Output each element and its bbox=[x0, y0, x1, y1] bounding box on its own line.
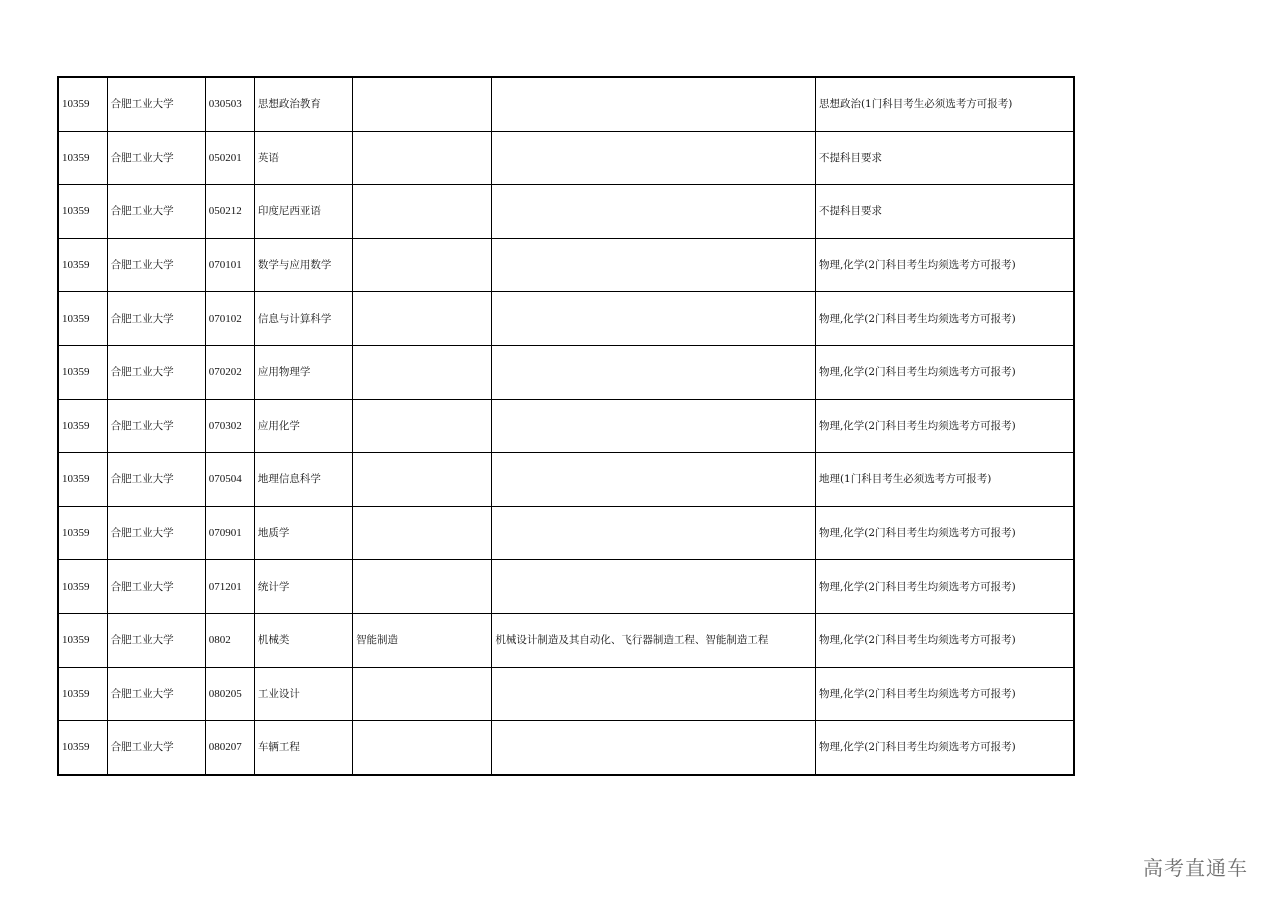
included-majors-cell bbox=[492, 238, 816, 292]
requirement-cell: 物理,化学(2门科目考生均须选考方可报考) bbox=[815, 721, 1074, 775]
included-majors-cell: 机械设计制造及其自动化、飞行器制造工程、智能制造工程 bbox=[492, 613, 816, 667]
major-name-cell: 数学与应用数学 bbox=[254, 238, 352, 292]
category-cell bbox=[353, 77, 492, 131]
table-row bbox=[58, 185, 1074, 239]
school-name-cell: 合肥工业大学 bbox=[107, 560, 205, 614]
major-code-cell: 050201 bbox=[205, 131, 254, 185]
major-code-cell: 050212 bbox=[205, 185, 254, 239]
category-cell bbox=[353, 238, 492, 292]
school-code-cell: 10359 bbox=[58, 453, 107, 507]
table-row bbox=[58, 399, 1074, 453]
included-majors-cell bbox=[492, 667, 816, 721]
included-majors-cell bbox=[492, 185, 816, 239]
requirement-cell: 物理,化学(2门科目考生均须选考方可报考) bbox=[815, 292, 1074, 346]
school-name-cell: 合肥工业大学 bbox=[107, 667, 205, 721]
school-code-cell: 10359 bbox=[58, 292, 107, 346]
school-name-cell: 合肥工业大学 bbox=[107, 77, 205, 131]
category-cell bbox=[353, 453, 492, 507]
category-cell bbox=[353, 721, 492, 775]
school-code-cell: 10359 bbox=[58, 560, 107, 614]
major-code-cell: 080205 bbox=[205, 667, 254, 721]
major-name-cell: 车辆工程 bbox=[254, 721, 352, 775]
school-name-cell: 合肥工业大学 bbox=[107, 238, 205, 292]
major-code-cell: 070202 bbox=[205, 345, 254, 399]
major-code-cell: 070101 bbox=[205, 238, 254, 292]
category-cell bbox=[353, 131, 492, 185]
major-code-cell: 070102 bbox=[205, 292, 254, 346]
table-row bbox=[58, 131, 1074, 185]
table-row bbox=[58, 238, 1074, 292]
category-cell: 智能制造 bbox=[353, 613, 492, 667]
included-majors-cell bbox=[492, 131, 816, 185]
major-code-cell: 080207 bbox=[205, 721, 254, 775]
requirement-cell: 物理,化学(2门科目考生均须选考方可报考) bbox=[815, 560, 1074, 614]
category-cell bbox=[353, 185, 492, 239]
table-row bbox=[58, 77, 1074, 131]
school-name-cell: 合肥工业大学 bbox=[107, 453, 205, 507]
school-code-cell: 10359 bbox=[58, 185, 107, 239]
table-row bbox=[58, 292, 1074, 346]
table-row bbox=[58, 613, 1074, 667]
major-name-cell: 统计学 bbox=[254, 560, 352, 614]
table-row bbox=[58, 453, 1074, 507]
school-code-cell: 10359 bbox=[58, 238, 107, 292]
category-cell bbox=[353, 667, 492, 721]
included-majors-cell bbox=[492, 560, 816, 614]
school-code-cell: 10359 bbox=[58, 399, 107, 453]
included-majors-cell bbox=[492, 292, 816, 346]
school-code-cell: 10359 bbox=[58, 613, 107, 667]
school-code-cell: 10359 bbox=[58, 77, 107, 131]
school-code-cell: 10359 bbox=[58, 506, 107, 560]
included-majors-cell bbox=[492, 345, 816, 399]
requirement-cell: 物理,化学(2门科目考生均须选考方可报考) bbox=[815, 399, 1074, 453]
major-name-cell: 信息与计算科学 bbox=[254, 292, 352, 346]
major-name-cell: 英语 bbox=[254, 131, 352, 185]
category-cell bbox=[353, 399, 492, 453]
requirement-cell: 物理,化学(2门科目考生均须选考方可报考) bbox=[815, 613, 1074, 667]
table-row bbox=[58, 560, 1074, 614]
major-name-cell: 地质学 bbox=[254, 506, 352, 560]
school-name-cell: 合肥工业大学 bbox=[107, 131, 205, 185]
major-name-cell: 地理信息科学 bbox=[254, 453, 352, 507]
school-code-cell: 10359 bbox=[58, 345, 107, 399]
included-majors-cell bbox=[492, 77, 816, 131]
major-name-cell: 应用物理学 bbox=[254, 345, 352, 399]
requirement-cell: 物理,化学(2门科目考生均须选考方可报考) bbox=[815, 238, 1074, 292]
school-name-cell: 合肥工业大学 bbox=[107, 721, 205, 775]
category-cell bbox=[353, 560, 492, 614]
category-cell bbox=[353, 345, 492, 399]
included-majors-cell bbox=[492, 399, 816, 453]
watermark: 高考直通车 bbox=[1143, 856, 1248, 880]
requirement-cell: 思想政治(1门科目考生必须选考方可报考) bbox=[815, 77, 1074, 131]
requirement-cell: 物理,化学(2门科目考生均须选考方可报考) bbox=[815, 506, 1074, 560]
school-name-cell: 合肥工业大学 bbox=[107, 399, 205, 453]
requirement-cell: 不提科目要求 bbox=[815, 131, 1074, 185]
requirement-cell: 物理,化学(2门科目考生均须选考方可报考) bbox=[815, 667, 1074, 721]
school-name-cell: 合肥工业大学 bbox=[107, 506, 205, 560]
included-majors-cell bbox=[492, 453, 816, 507]
requirement-cell: 物理,化学(2门科目考生均须选考方可报考) bbox=[815, 345, 1074, 399]
table-row bbox=[58, 667, 1074, 721]
school-code-cell: 10359 bbox=[58, 131, 107, 185]
category-cell bbox=[353, 292, 492, 346]
included-majors-cell bbox=[492, 506, 816, 560]
subject-requirements-table bbox=[57, 76, 1075, 776]
school-code-cell: 10359 bbox=[58, 721, 107, 775]
category-cell bbox=[353, 506, 492, 560]
major-code-cell: 030503 bbox=[205, 77, 254, 131]
major-name-cell: 思想政治教育 bbox=[254, 77, 352, 131]
major-name-cell: 机械类 bbox=[254, 613, 352, 667]
school-name-cell: 合肥工业大学 bbox=[107, 292, 205, 346]
table-row bbox=[58, 721, 1074, 775]
major-name-cell: 印度尼西亚语 bbox=[254, 185, 352, 239]
major-name-cell: 应用化学 bbox=[254, 399, 352, 453]
table-body bbox=[58, 77, 1074, 775]
major-code-cell: 071201 bbox=[205, 560, 254, 614]
school-name-cell: 合肥工业大学 bbox=[107, 613, 205, 667]
major-code-cell: 0802 bbox=[205, 613, 254, 667]
school-code-cell: 10359 bbox=[58, 667, 107, 721]
school-name-cell: 合肥工业大学 bbox=[107, 345, 205, 399]
school-name-cell: 合肥工业大学 bbox=[107, 185, 205, 239]
major-code-cell: 070504 bbox=[205, 453, 254, 507]
requirement-cell: 地理(1门科目考生必须选考方可报考) bbox=[815, 453, 1074, 507]
table-row bbox=[58, 345, 1074, 399]
major-name-cell: 工业设计 bbox=[254, 667, 352, 721]
major-code-cell: 070302 bbox=[205, 399, 254, 453]
major-code-cell: 070901 bbox=[205, 506, 254, 560]
table-row bbox=[58, 506, 1074, 560]
included-majors-cell bbox=[492, 721, 816, 775]
requirement-cell: 不提科目要求 bbox=[815, 185, 1074, 239]
